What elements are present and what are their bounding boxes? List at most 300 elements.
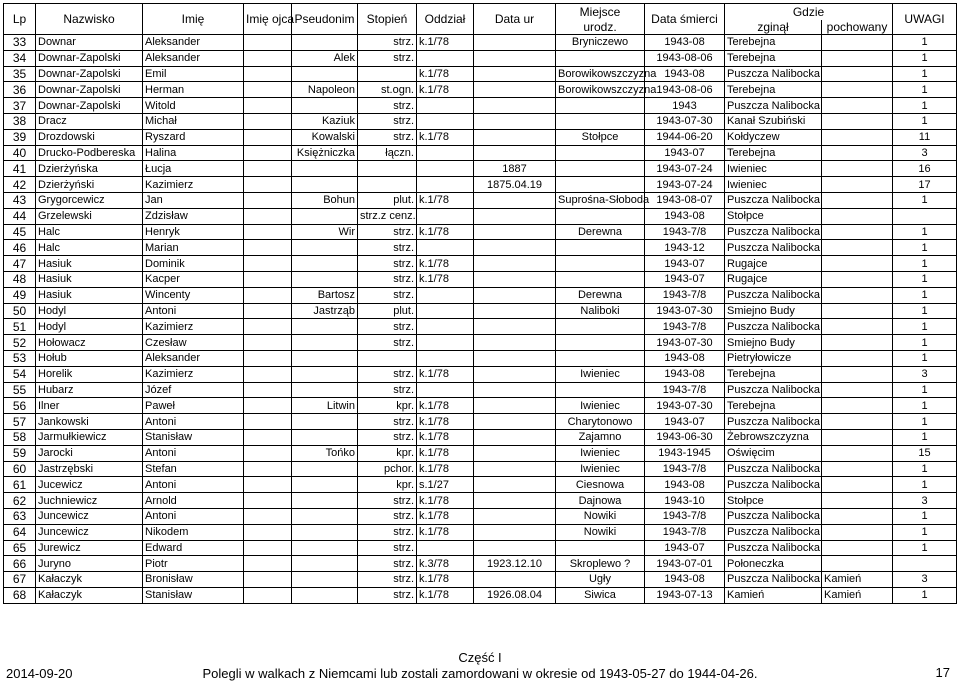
cell-nazwisko: Dzierżyńska [36, 161, 143, 177]
cell-miejsce [556, 319, 645, 335]
col-uwagi: UWAGI [893, 4, 957, 35]
cell-miejsce: Dajnowa [556, 493, 645, 509]
cell-zginal: Terebejna [725, 145, 822, 161]
cell-lp: 53 [4, 350, 36, 366]
col-gdzie: Gdzie [725, 4, 893, 21]
cell-ojca [244, 508, 292, 524]
cell-pochowany [822, 477, 893, 493]
table-row [4, 113, 957, 129]
cell-pseudo [292, 414, 358, 430]
table-row [4, 414, 957, 430]
table-row [4, 129, 957, 145]
cell-lp: 54 [4, 366, 36, 382]
cell-nazwisko: Jankowski [36, 414, 143, 430]
cell-data-ur [474, 129, 556, 145]
cell-pseudo [292, 208, 358, 224]
cell-stopien: strz. [358, 113, 417, 129]
cell-imie: Józef [143, 382, 244, 398]
cell-data-ur [474, 572, 556, 588]
col-imie-ojca: Imię ojca [244, 4, 292, 35]
cell-pochowany [822, 540, 893, 556]
cell-uwagi: 1 [893, 477, 957, 493]
cell-zginal: Puszcza Nalibocka [725, 240, 822, 256]
cell-data-ur [474, 303, 556, 319]
cell-lp: 35 [4, 66, 36, 82]
cell-lp: 49 [4, 287, 36, 303]
col-pochowany: pochowany [822, 20, 893, 35]
cell-data-ur [474, 508, 556, 524]
cell-data-ur [474, 366, 556, 382]
cell-oddzial [417, 98, 474, 114]
cell-nazwisko: Jarmułkiewicz [36, 429, 143, 445]
cell-zginal: Terebejna [725, 50, 822, 66]
cell-zginal: Puszcza Nalibocka [725, 524, 822, 540]
cell-ojca [244, 429, 292, 445]
cell-lp: 47 [4, 256, 36, 272]
cell-lp: 57 [4, 414, 36, 430]
cell-stopien: strz. [358, 414, 417, 430]
table-row [4, 572, 957, 588]
cell-ojca [244, 540, 292, 556]
cell-data-sm: 1943-07-13 [645, 587, 725, 603]
cell-uwagi: 1 [893, 256, 957, 272]
cell-stopien: st.ogn. [358, 82, 417, 98]
cell-data-sm: 1943-07 [645, 256, 725, 272]
cell-oddzial: k.1/78 [417, 398, 474, 414]
cell-ojca [244, 493, 292, 509]
cell-stopien: pchor. [358, 461, 417, 477]
table-row [4, 350, 957, 366]
cell-miejsce [556, 161, 645, 177]
cell-oddzial: s.1/27 [417, 477, 474, 493]
cell-nazwisko: Halc [36, 224, 143, 240]
cell-data-ur [474, 493, 556, 509]
cell-stopien: strz. [358, 240, 417, 256]
cell-imie: Michał [143, 113, 244, 129]
cell-data-ur [474, 335, 556, 351]
cell-oddzial [417, 161, 474, 177]
cell-zginal: Terebejna [725, 82, 822, 98]
table-row [4, 35, 957, 51]
cell-uwagi: 3 [893, 493, 957, 509]
cell-stopien: kpr. [358, 398, 417, 414]
cell-oddzial: k.1/78 [417, 82, 474, 98]
cell-stopien: kpr. [358, 477, 417, 493]
cell-imie: Marian [143, 240, 244, 256]
page-footer [0, 632, 960, 682]
cell-lp: 60 [4, 461, 36, 477]
cell-oddzial: k.1/78 [417, 429, 474, 445]
cell-ojca [244, 477, 292, 493]
cell-lp: 34 [4, 50, 36, 66]
cell-miejsce [556, 256, 645, 272]
cell-data-sm: 1943-07-24 [645, 161, 725, 177]
cell-nazwisko: Jarocki [36, 445, 143, 461]
cell-miejsce: Skroplewo ? [556, 556, 645, 572]
cell-data-ur [474, 398, 556, 414]
cell-uwagi: 17 [893, 177, 957, 193]
cell-imie: Stefan [143, 461, 244, 477]
cell-data-sm: 1943-7/8 [645, 508, 725, 524]
table-row [4, 66, 957, 82]
cell-stopien: strz. [358, 366, 417, 382]
cell-pochowany [822, 429, 893, 445]
col-oddzial: Oddział [417, 4, 474, 35]
table-row [4, 540, 957, 556]
cell-oddzial [417, 350, 474, 366]
cell-lp: 33 [4, 35, 36, 51]
cell-zginal: Kanał Szubiński [725, 113, 822, 129]
cell-stopien [358, 177, 417, 193]
cell-lp: 46 [4, 240, 36, 256]
cell-pseudo [292, 556, 358, 572]
cell-data-sm: 1943-07-24 [645, 177, 725, 193]
cell-pochowany [822, 192, 893, 208]
cell-oddzial: k.1/78 [417, 524, 474, 540]
cell-uwagi: 1 [893, 66, 957, 82]
cell-stopien: strz. [358, 508, 417, 524]
cell-uwagi: 1 [893, 414, 957, 430]
cell-data-sm: 1943-08 [645, 477, 725, 493]
cell-imie: Kacper [143, 271, 244, 287]
cell-lp: 48 [4, 271, 36, 287]
cell-data-ur [474, 98, 556, 114]
cell-oddzial [417, 303, 474, 319]
cell-pseudo [292, 350, 358, 366]
cell-pseudo [292, 461, 358, 477]
cell-pseudo [292, 66, 358, 82]
table-row [4, 366, 957, 382]
cell-nazwisko: Drozdowski [36, 129, 143, 145]
cell-imie: Kazimierz [143, 319, 244, 335]
cell-miejsce: Naliboki [556, 303, 645, 319]
cell-pseudo [292, 319, 358, 335]
cell-pseudo [292, 161, 358, 177]
cell-miejsce: Derewna [556, 287, 645, 303]
cell-zginal: Rugajce [725, 271, 822, 287]
cell-imie: Antoni [143, 508, 244, 524]
cell-oddzial: k.1/78 [417, 366, 474, 382]
cell-pochowany [822, 35, 893, 51]
cell-zginal: Iwieniec [725, 177, 822, 193]
cell-pseudo: Księżniczka [292, 145, 358, 161]
cell-data-ur [474, 350, 556, 366]
cell-uwagi: 1 [893, 224, 957, 240]
cell-ojca [244, 66, 292, 82]
cell-zginal: Puszcza Nalibocka [725, 508, 822, 524]
cell-stopien: strz. [358, 271, 417, 287]
cell-pochowany [822, 461, 893, 477]
cell-data-ur [474, 429, 556, 445]
cell-data-sm: 1943-7/8 [645, 382, 725, 398]
cell-miejsce: Nowiki [556, 508, 645, 524]
cell-miejsce: Borowikowszczyzna [556, 82, 645, 98]
cell-miejsce [556, 98, 645, 114]
cell-pseudo: Tońko [292, 445, 358, 461]
cell-pseudo: Bohun [292, 192, 358, 208]
cell-nazwisko: Juncewicz [36, 508, 143, 524]
cell-miejsce: Zajamno [556, 429, 645, 445]
cell-miejsce [556, 271, 645, 287]
cell-oddzial: k.1/78 [417, 493, 474, 509]
cell-data-sm: 1943-12 [645, 240, 725, 256]
cell-data-sm: 1943-7/8 [645, 524, 725, 540]
cell-pochowany [822, 398, 893, 414]
table-row [4, 240, 957, 256]
cell-lp: 52 [4, 335, 36, 351]
cell-zginal: Puszcza Nalibocka [725, 414, 822, 430]
cell-imie: Arnold [143, 493, 244, 509]
cell-zginal: Stołpce [725, 493, 822, 509]
cell-miejsce: Stołpce [556, 129, 645, 145]
cell-data-sm: 1943-07-30 [645, 303, 725, 319]
cell-pochowany [822, 50, 893, 66]
cell-oddzial: k.1/78 [417, 445, 474, 461]
col-zginal: zginął [725, 20, 822, 35]
cell-pseudo [292, 98, 358, 114]
cell-data-sm: 1943-07 [645, 145, 725, 161]
cell-pochowany [822, 524, 893, 540]
cell-oddzial: k.1/78 [417, 35, 474, 51]
cell-data-ur [474, 192, 556, 208]
cell-stopien: strz. [358, 98, 417, 114]
cell-stopien: strz. [358, 35, 417, 51]
cell-data-ur [474, 35, 556, 51]
cell-oddzial [417, 145, 474, 161]
table-row [4, 382, 957, 398]
cell-pseudo [292, 508, 358, 524]
cell-uwagi: 1 [893, 335, 957, 351]
cell-lp: 44 [4, 208, 36, 224]
footer-title: Polegli w walkach z Niemcami lub zostali zamordowani w okresie od 1943-05-27 do 1944-04-26. [202, 666, 758, 681]
cell-miejsce [556, 350, 645, 366]
cell-uwagi: 1 [893, 398, 957, 414]
cell-stopien: strz. [358, 129, 417, 145]
cell-uwagi: 1 [893, 524, 957, 540]
cell-pochowany [822, 208, 893, 224]
cell-zginal: Puszcza Nalibocka [725, 66, 822, 82]
cell-pseudo [292, 35, 358, 51]
cell-data-sm: 1943-07 [645, 414, 725, 430]
cell-zginal: Puszcza Nalibocka [725, 224, 822, 240]
cell-pochowany [822, 366, 893, 382]
cell-lp: 59 [4, 445, 36, 461]
cell-miejsce: Ugły [556, 572, 645, 588]
cell-pochowany: Kamień [822, 587, 893, 603]
cell-zginal: Kamień [725, 587, 822, 603]
cell-pseudo [292, 382, 358, 398]
cell-data-sm: 1943-08-06 [645, 82, 725, 98]
cell-stopien: strz. [358, 335, 417, 351]
cell-stopien: strz. [358, 493, 417, 509]
cell-miejsce: Suprośna-Słoboda [556, 192, 645, 208]
cell-ojca [244, 303, 292, 319]
cell-data-sm: 1943-7/8 [645, 224, 725, 240]
cell-data-ur [474, 66, 556, 82]
cell-lp: 41 [4, 161, 36, 177]
cell-oddzial [417, 240, 474, 256]
cell-nazwisko: Kałaczyk [36, 587, 143, 603]
cell-pseudo: Kowalski [292, 129, 358, 145]
cell-data-ur [474, 208, 556, 224]
cell-uwagi: 1 [893, 82, 957, 98]
cell-uwagi: 1 [893, 508, 957, 524]
cell-uwagi: 1 [893, 50, 957, 66]
cell-uwagi: 3 [893, 145, 957, 161]
cell-uwagi: 1 [893, 192, 957, 208]
cell-stopien: plut. [358, 192, 417, 208]
cell-pseudo: Kaziuk [292, 113, 358, 129]
cell-miejsce [556, 240, 645, 256]
cell-lp: 45 [4, 224, 36, 240]
cell-data-ur [474, 445, 556, 461]
table-row [4, 587, 957, 603]
table-row [4, 524, 957, 540]
cell-ojca [244, 319, 292, 335]
cell-stopien: kpr. [358, 445, 417, 461]
cell-imie: Ryszard [143, 129, 244, 145]
cell-data-ur [474, 224, 556, 240]
cell-imie: Zdzisław [143, 208, 244, 224]
cell-ojca [244, 366, 292, 382]
cell-pseudo [292, 366, 358, 382]
cell-pseudo: Wir [292, 224, 358, 240]
cell-nazwisko: Hasiuk [36, 287, 143, 303]
cell-uwagi: 1 [893, 319, 957, 335]
cell-data-ur: 1923.12.10 [474, 556, 556, 572]
cell-pseudo: Bartosz [292, 287, 358, 303]
table-row [4, 556, 957, 572]
cell-pseudo: Napoleon [292, 82, 358, 98]
cell-lp: 37 [4, 98, 36, 114]
cell-stopien: strz. [358, 587, 417, 603]
table-row [4, 287, 957, 303]
cell-pochowany [822, 445, 893, 461]
cell-stopien: strz. [358, 319, 417, 335]
cell-pochowany [822, 129, 893, 145]
table-row [4, 477, 957, 493]
cell-data-sm: 1943-06-30 [645, 429, 725, 445]
table-row [4, 82, 957, 98]
cell-oddzial: k.1/78 [417, 256, 474, 272]
cell-uwagi: 1 [893, 350, 957, 366]
cell-miejsce [556, 145, 645, 161]
cell-ojca [244, 113, 292, 129]
cell-miejsce: Iwieniec [556, 445, 645, 461]
col-imie: Imię [143, 4, 244, 35]
cell-miejsce: Borowikowszczyzna [556, 66, 645, 82]
cell-imie: Nikodem [143, 524, 244, 540]
cell-imie: Dominik [143, 256, 244, 272]
cell-ojca [244, 145, 292, 161]
cell-data-sm: 1943-08 [645, 35, 725, 51]
table-row [4, 224, 957, 240]
cell-lp: 39 [4, 129, 36, 145]
cell-data-sm: 1943-07-30 [645, 398, 725, 414]
cell-stopien [358, 350, 417, 366]
cell-zginal: Puszcza Nalibocka [725, 461, 822, 477]
table-row [4, 177, 957, 193]
cell-ojca [244, 335, 292, 351]
cell-uwagi: 15 [893, 445, 957, 461]
cell-imie: Aleksander [143, 35, 244, 51]
cell-zginal: Stołpce [725, 208, 822, 224]
cell-imie: Emil [143, 66, 244, 82]
footer-date: 2014-09-20 [6, 666, 73, 681]
cell-lp: 56 [4, 398, 36, 414]
cell-imie: Piotr [143, 556, 244, 572]
cell-oddzial [417, 50, 474, 66]
table-row [4, 256, 957, 272]
cell-zginal: Puszcza Nalibocka [725, 192, 822, 208]
cell-pseudo [292, 240, 358, 256]
casualty-table [3, 3, 957, 604]
cell-uwagi: 1 [893, 587, 957, 603]
cell-imie: Antoni [143, 445, 244, 461]
cell-nazwisko: Hodyl [36, 303, 143, 319]
cell-oddzial: k.1/78 [417, 461, 474, 477]
cell-data-ur [474, 414, 556, 430]
cell-pochowany [822, 414, 893, 430]
cell-oddzial [417, 319, 474, 335]
cell-miejsce: Derewna [556, 224, 645, 240]
cell-data-sm: 1943 [645, 98, 725, 114]
cell-data-ur [474, 461, 556, 477]
cell-zginal: Terebejna [725, 398, 822, 414]
cell-pseudo [292, 429, 358, 445]
cell-stopien: strz. [358, 382, 417, 398]
col-data-ur: Data ur [474, 4, 556, 35]
col-urodz: urodz. [556, 20, 645, 35]
col-lp: Lp [4, 4, 36, 35]
cell-ojca [244, 35, 292, 51]
col-pseudonim: Pseudonim [292, 4, 358, 35]
cell-imie: Bronisław [143, 572, 244, 588]
cell-data-sm: 1943-07-30 [645, 335, 725, 351]
cell-stopien: strz. [358, 287, 417, 303]
cell-oddzial [417, 540, 474, 556]
cell-oddzial: k.1/78 [417, 414, 474, 430]
cell-zginal: Smiejno Budy [725, 335, 822, 351]
cell-uwagi [893, 208, 957, 224]
cell-miejsce [556, 177, 645, 193]
cell-ojca [244, 208, 292, 224]
cell-nazwisko: Hubarz [36, 382, 143, 398]
table-row [4, 161, 957, 177]
cell-imie: Witold [143, 98, 244, 114]
cell-zginal: Połoneczka [725, 556, 822, 572]
cell-pochowany [822, 224, 893, 240]
cell-lp: 64 [4, 524, 36, 540]
cell-nazwisko: Grygorcewicz [36, 192, 143, 208]
cell-data-sm: 1943-08 [645, 208, 725, 224]
cell-oddzial: k.1/78 [417, 587, 474, 603]
cell-pochowany [822, 161, 893, 177]
cell-imie: Halina [143, 145, 244, 161]
cell-lp: 40 [4, 145, 36, 161]
cell-miejsce: Nowiki [556, 524, 645, 540]
cell-pochowany [822, 256, 893, 272]
col-nazwisko: Nazwisko [36, 4, 143, 35]
cell-ojca [244, 50, 292, 66]
cell-nazwisko: Juncewicz [36, 524, 143, 540]
table-body [4, 35, 957, 604]
cell-data-ur [474, 271, 556, 287]
cell-data-sm: 1943-08 [645, 350, 725, 366]
cell-data-ur [474, 82, 556, 98]
cell-nazwisko: Horelik [36, 366, 143, 382]
cell-imie: Henryk [143, 224, 244, 240]
